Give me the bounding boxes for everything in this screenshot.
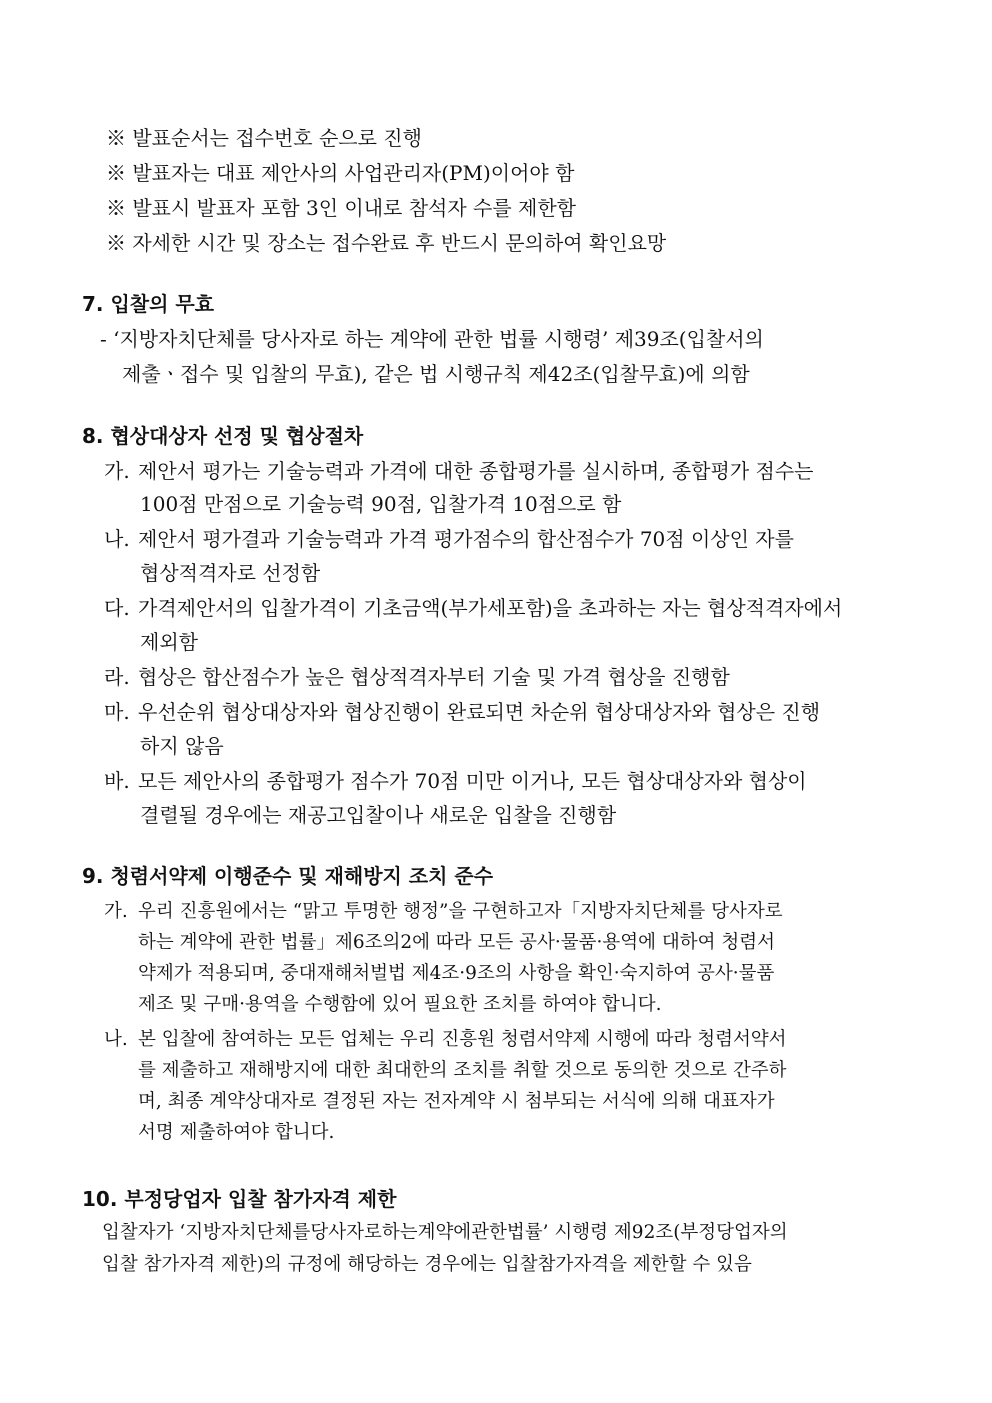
list-item-text: 모든 제안사의 종합평가 점수가 70점 미만 이거나, 모든 협상대상자와 협상이	[138, 769, 807, 793]
list-item-text: 협상적격자로 선정함	[140, 561, 321, 585]
section-10-text: 입찰자가 ‘지방자치단체를당사자로하는계약에관한법률’ 시행령 제92조(부정당업자의	[102, 1222, 788, 1243]
section-9-heading: 9. 청렴서약제 이행준수 및 재해방지 조치 준수	[82, 864, 494, 888]
list-item-text: 를 제출하고 재해방지에 대한 최대한의 조치를 취할 것으로 동의한 것으로 간주하	[138, 1060, 787, 1081]
section-7-text: 제출ㆍ접수 및 입찰의 무효), 같은 법 시행규칙 제42조(입찰무효)에 의함	[122, 362, 750, 386]
list-item-text: 며, 최종 계약상대자로 결정된 자는 전자계약 시 첨부되는 서식에 의해 대표자가	[138, 1091, 775, 1112]
list-item-text: 우리 진흥원에서는 “맑고 투명한 행정”을 구현하고자「지방자치단체를 당사자로	[138, 901, 783, 922]
list-item-label: 나.	[104, 527, 130, 551]
list-item-text: 하지 않음	[140, 734, 224, 758]
list-item-text: 약제가 적용되며, 중대재해처벌법 제4조·9조의 사항을 확인·숙지하여 공사·물품	[138, 963, 775, 984]
list-item-label: 나.	[104, 1029, 128, 1050]
list-item-text: 가격제안서의 입찰가격이 기초금액(부가세포함)을 초과하는 자는 협상적격자에서	[138, 596, 843, 620]
list-item-text: 하는 계약에 관한 법률」제6조의2에 따라 모든 공사·물품·용역에 대하여 청렴서	[138, 932, 775, 953]
list-item-label: 라.	[104, 665, 130, 689]
list-item-label: 가.	[104, 901, 128, 922]
list-item-label: 다.	[104, 596, 130, 620]
note-line: ※ 자세한 시간 및 장소는 접수완료 후 반드시 문의하여 확인요망	[106, 231, 667, 255]
note-line: ※ 발표시 발표자 포함 3인 이내로 참석자 수를 제한함	[106, 196, 576, 220]
list-item-text: 협상은 합산점수가 높은 협상적격자부터 기술 및 가격 협상을 진행함	[138, 665, 730, 689]
section-7-text: - ‘지방자치단체를 당사자로 하는 계약에 관한 법률 시행령’ 제39조(입찰서의	[100, 327, 764, 351]
list-item-text: 제안서 평가결과 기술능력과 가격 평가점수의 합산점수가 70점 이상인 자를	[138, 527, 794, 551]
list-item-text: 제외함	[140, 630, 198, 654]
section-8-heading: 8. 협상대상자 선정 및 협상절차	[82, 424, 364, 448]
list-item-text: 100점 만점으로 기술능력 90점, 입찰가격 10점으로 함	[140, 492, 622, 516]
list-item-text: 제조 및 구매·용역을 수행함에 있어 필요한 조치를 하여야 합니다.	[138, 994, 662, 1015]
list-item-text: 결렬될 경우에는 재공고입찰이나 새로운 입찰을 진행함	[140, 803, 617, 827]
note-line: ※ 발표순서는 접수번호 순으로 진행	[106, 126, 422, 150]
list-item-text: 제안서 평가는 기술능력과 가격에 대한 종합평가를 실시하며, 종합평가 점수는	[138, 459, 814, 483]
list-item-label: 바.	[104, 769, 130, 793]
section-10-heading: 10. 부정당업자 입찰 참가자격 제한	[82, 1187, 397, 1211]
list-item-text: 우선순위 협상대상자와 협상진행이 완료되면 차순위 협상대상자와 협상은 진행	[138, 700, 821, 724]
section-7-heading: 7. 입찰의 무효	[82, 292, 215, 316]
list-item-label: 마.	[104, 700, 130, 724]
section-10-text: 입찰 참가자격 제한)의 규정에 해당하는 경우에는 입찰참가자격을 제한할 수 있음	[102, 1254, 752, 1275]
note-line: ※ 발표자는 대표 제안사의 사업관리자(PM)이어야 함	[106, 161, 575, 185]
list-item-label: 가.	[104, 459, 130, 483]
list-item-text: 본 입찰에 참여하는 모든 업체는 우리 진흥원 청렴서약제 시행에 따라 청렴서약서	[138, 1029, 787, 1050]
list-item-text: 서명 제출하여야 합니다.	[138, 1122, 335, 1143]
